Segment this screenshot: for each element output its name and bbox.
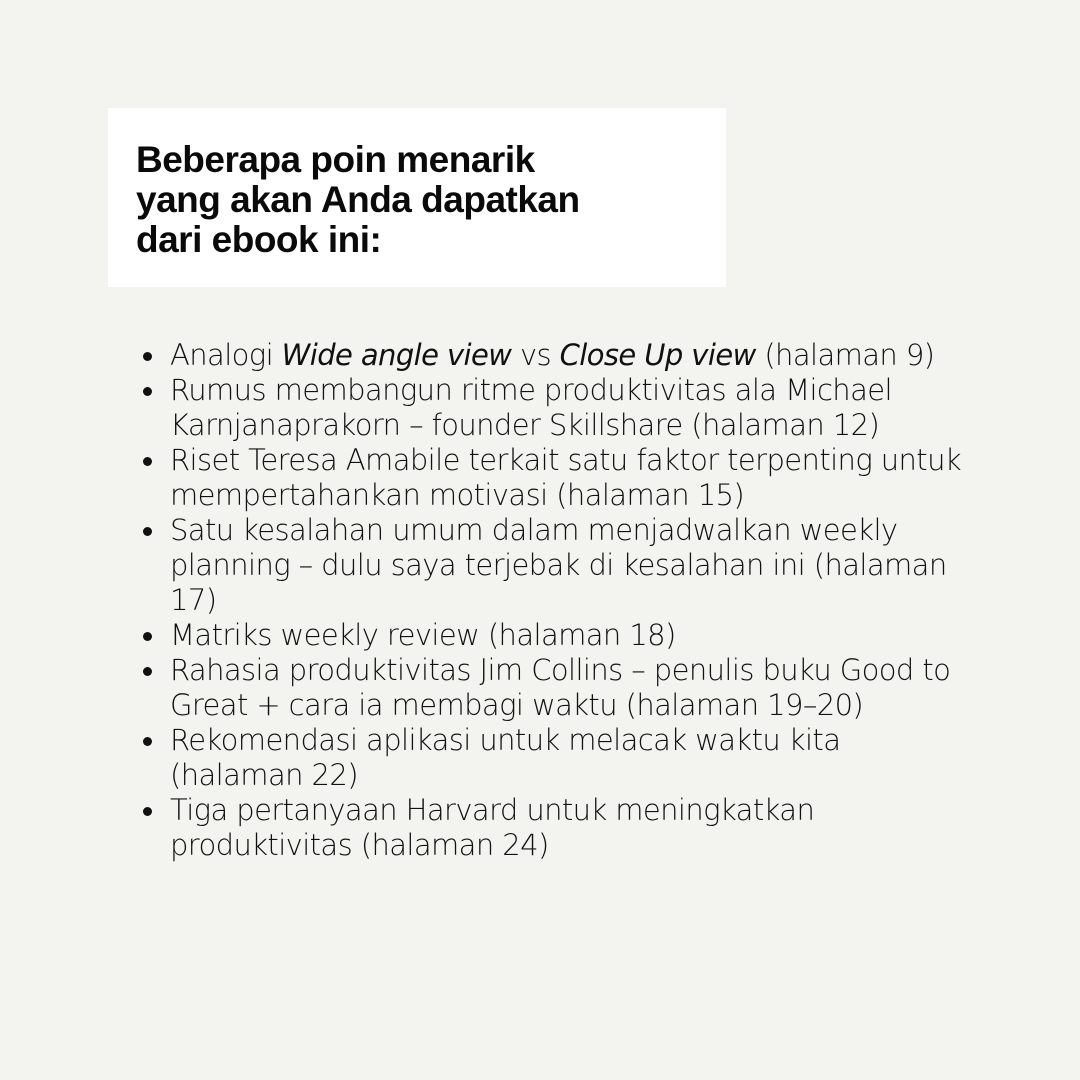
title-line-3: dari ebook ini:	[136, 219, 382, 260]
list-item	[170, 653, 980, 723]
list-item-text: Analogi	[170, 338, 282, 372]
list-item	[170, 513, 980, 618]
list-item-text: Satu kesalahan umum dalam menjadwalkan weekly planning – dulu saya terjebak di kesalahan ini (halaman 17)	[170, 513, 947, 617]
page-title	[136, 140, 698, 260]
list-item-emphasis: Close Up view	[559, 338, 756, 372]
title-line-1: Beberapa poin menarik	[136, 139, 535, 180]
title-line-2: yang akan Anda dapatkan	[136, 179, 580, 220]
list-item	[170, 373, 980, 443]
list-item-text: Rekomendasi aplikasi untuk melacak waktu kita (halaman 22)	[170, 723, 841, 792]
list-item	[170, 793, 980, 863]
list-item-text: Riset Teresa Amabile terkait satu faktor terpenting untuk mempertahankan motivasi (halaman 15)	[170, 443, 962, 512]
list-item-text: vs	[511, 338, 560, 372]
title-card	[108, 108, 726, 287]
list-item	[170, 618, 980, 653]
list-item-text: Tiga pertanyaan Harvard untuk meningkatkan produktivitas (halaman 24)	[170, 793, 815, 862]
list-item-text: (halaman 9)	[755, 338, 935, 372]
list-item	[170, 723, 980, 793]
list-item-text: Matriks weekly review (halaman 18)	[170, 618, 676, 652]
list-item	[170, 443, 980, 513]
list-item-emphasis: Wide angle view	[281, 338, 512, 372]
list-item-text: Rumus membangun ritme produktivitas ala Michael Karnjanaprakorn – founder Skillshare (halaman 12)	[170, 373, 892, 442]
points-list	[170, 338, 980, 863]
list-item-text: Rahasia produktivitas Jim Collins – penulis buku Good to Great + cara ia membagi waktu (halaman 19–20)	[170, 653, 951, 722]
list-item	[170, 338, 980, 373]
